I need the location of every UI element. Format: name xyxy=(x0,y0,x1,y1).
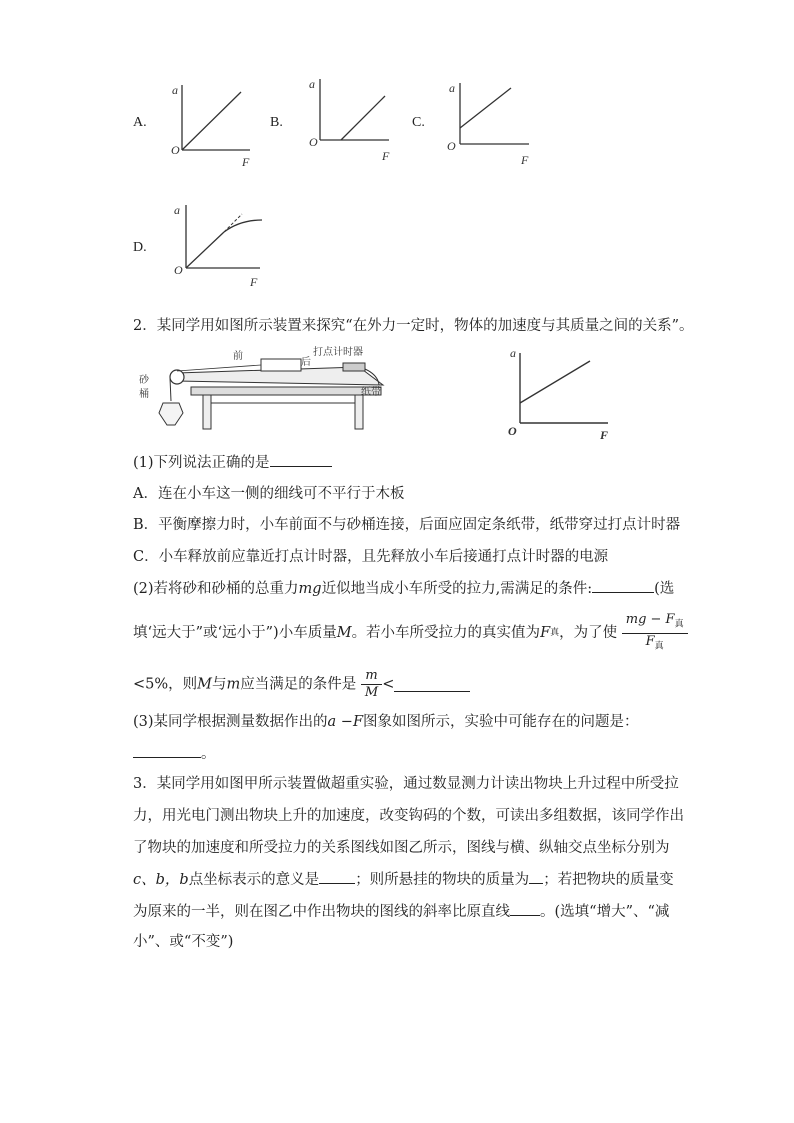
q2-a-f-graph xyxy=(500,345,620,445)
q2-part2-blank[interactable] xyxy=(592,578,654,593)
q2-part2-line2-b: 。若小车所受拉力的真实值为 xyxy=(351,625,541,642)
q3-line4-d: ；若把物块的质量变 xyxy=(543,872,674,888)
label-back: 后 xyxy=(301,357,311,368)
q3-line4-a: c、b，b xyxy=(133,872,189,888)
q3-line6: 小”、或“不变”) xyxy=(133,934,234,950)
graph-line xyxy=(460,88,511,128)
table-leg-right xyxy=(355,395,363,429)
axis-label-a: a xyxy=(309,77,315,91)
q2-stem: 2．某同学用如图所示装置来探究“在外力一定时，物体的加速度与其质量之间的关系”。 xyxy=(133,318,694,334)
graph-line xyxy=(520,361,590,403)
q2-part2-text-a: (2)若将砂和砂桶的总重力 xyxy=(133,581,299,597)
q2-part2-line3-a: <5%，则 xyxy=(133,676,198,693)
option-c-label: C. xyxy=(412,115,425,130)
option-b-label: B. xyxy=(270,115,283,130)
q2-part3-blank[interactable] xyxy=(133,743,201,758)
table-top xyxy=(191,387,381,395)
cart xyxy=(261,359,301,371)
cart-string xyxy=(177,365,261,371)
q3-line5-a: 为原来的一半，则在图乙中作出物块的图线的斜率比原直线 xyxy=(133,904,510,920)
table-leg-left xyxy=(203,395,211,429)
fraction-relative-error xyxy=(622,612,688,654)
q3-line2: 力，用光电门测出物块上升的加速度，改变钩码的个数，可读出多组数据，该同学作出 xyxy=(133,808,684,824)
graph-curve xyxy=(224,220,262,232)
q2-part2-line3-m: m xyxy=(226,676,241,693)
q3-line1: 3．某同学用如图甲所示装置做超重实验，通过数显测力计读出物块上升过程中所受拉 xyxy=(133,776,679,792)
axis-label-o: O xyxy=(171,143,180,157)
label-front: 前 xyxy=(233,351,243,362)
label-timer: 打点计时器 xyxy=(313,347,363,358)
q2-part2-line2-a: 填‘远大于”或‘远小于”)小车质量 xyxy=(133,625,337,642)
q2-part3-end: 。 xyxy=(201,746,216,762)
label-bucket-2: 桶 xyxy=(139,389,149,400)
q3-line5-b: 。(选填“增大”、“减 xyxy=(540,904,670,920)
pulley xyxy=(170,370,184,384)
frac-denominator-sub: 真 xyxy=(654,641,664,652)
q2-part1 xyxy=(133,452,332,473)
graph-option-d xyxy=(170,200,270,290)
q2-part3-answer xyxy=(133,743,216,764)
axis-label-f: F xyxy=(521,153,529,167)
q3-line4 xyxy=(133,869,674,890)
q2-option-c: C．小车释放前应靠近打点计时器，且先释放小车后接通打点计时器的电源 xyxy=(133,549,609,565)
axis-label-o: O xyxy=(447,139,456,153)
timer xyxy=(343,363,365,371)
q2-option-b: B．平衡摩擦力时，小车前面不与砂桶连接，后面应固定条纸带，纸带穿过打点计时器 xyxy=(133,517,681,533)
q2-part1-text: (1)下列说法正确的是 xyxy=(133,455,270,471)
axis-label-f: F xyxy=(250,275,258,289)
frac-numerator-sub: 真 xyxy=(674,619,684,630)
q2-part2-line3-b: 与 xyxy=(212,676,227,693)
q2-part3-text-b: 图象如图所示，实验中可能存在的问题是： xyxy=(363,714,639,730)
frac-denominator: F xyxy=(645,633,655,649)
option-d-label: D. xyxy=(133,240,147,255)
q2-part2-F-sub: 真 xyxy=(550,628,560,639)
graph-option-b xyxy=(305,74,395,166)
axis-label-a: a xyxy=(510,346,516,360)
q3-line4-b: 点坐标表示的意义是 xyxy=(188,872,320,888)
q2-part2-text-b: 近似地当成小车所受的拉力,需满足的条件: xyxy=(321,581,593,597)
label-bucket-1: 砂 xyxy=(139,375,149,386)
q2-part2-mg: mg xyxy=(298,581,322,597)
q2-part2-ratio-blank[interactable] xyxy=(394,677,470,692)
q3-line5 xyxy=(133,901,669,922)
q2-part3-text-a: (3)某同学根据测量数据作出的 xyxy=(133,714,328,730)
label-tape: 纸带 xyxy=(361,387,381,398)
graph-line xyxy=(182,92,241,150)
graph-dashed-extension xyxy=(224,214,242,232)
axis-label-a: a xyxy=(449,81,455,95)
q2-part3-aF: a −F xyxy=(327,714,364,730)
graph-option-c xyxy=(445,78,535,168)
frac-numerator: mg − F xyxy=(625,612,675,627)
axis-label-a: a xyxy=(172,83,178,97)
axis-label-f: F xyxy=(382,149,390,163)
q2-part2-M: M xyxy=(336,625,352,642)
axis-label-o: O xyxy=(508,424,517,438)
q2-part2-line3-c: 应当满足的条件是 xyxy=(240,676,357,693)
axis-label-o: O xyxy=(174,263,183,277)
q2-part1-blank[interactable] xyxy=(270,452,332,467)
option-a-label: A. xyxy=(133,115,147,130)
q3-blank-mass[interactable] xyxy=(529,869,543,884)
axis-label-a: a xyxy=(174,203,180,217)
q3-blank-meaning[interactable] xyxy=(319,869,355,884)
q2-part2-line2-c: ，为了使 xyxy=(559,625,618,642)
q2-part2-line3-M: M xyxy=(197,676,213,693)
apparatus-diagram xyxy=(133,345,393,435)
graph-line xyxy=(186,232,224,268)
q2-part2-line2 xyxy=(133,612,688,656)
q3-blank-slope[interactable] xyxy=(510,901,540,916)
axis-label-f: F xyxy=(242,155,250,168)
q2-part2-line3 xyxy=(133,668,470,708)
frac2-numerator: m xyxy=(361,668,382,685)
q2-part2-text-c: (选 xyxy=(654,581,675,597)
q2-part2-F: F xyxy=(540,625,551,642)
q2-part3 xyxy=(133,712,639,732)
q2-option-a: A．连在小车这一侧的细线可不平行于木板 xyxy=(133,486,405,502)
graph-line xyxy=(341,96,385,140)
sand-bucket xyxy=(159,403,183,425)
graph-option-a xyxy=(168,80,258,168)
axis-label-f: F xyxy=(600,428,609,442)
q3-line4-c: ；则所悬挂的物块的质量为 xyxy=(355,872,530,888)
q2-part2-line3-d: < xyxy=(382,676,395,693)
frac2-denominator: M xyxy=(364,685,379,700)
axis-label-o: O xyxy=(309,135,318,149)
q2-part2-line1 xyxy=(133,578,674,599)
fraction-mass-ratio xyxy=(361,668,382,701)
q3-line3: 了物块的加速度和所受拉力的关系图线如图乙所示，图线与横、纵轴交点坐标分别为 xyxy=(133,840,670,856)
